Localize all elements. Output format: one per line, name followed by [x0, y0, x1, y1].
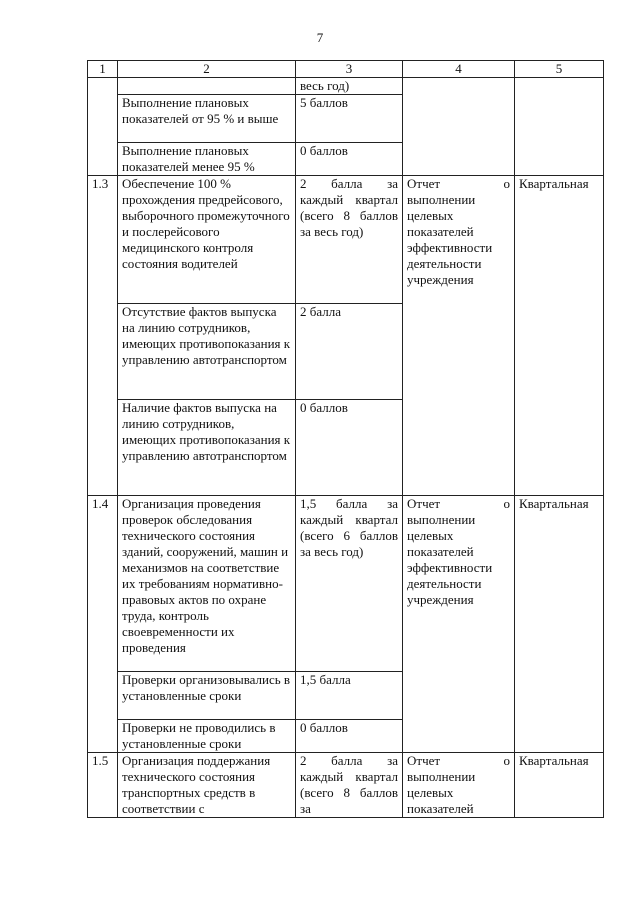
page-number: 7: [316, 30, 324, 45]
score-cell: 2 балла: [296, 304, 403, 400]
score-cell: 0 баллов: [296, 143, 403, 176]
score-cell: 0 баллов: [296, 720, 403, 753]
table-row: [88, 753, 604, 818]
criterion-cell: Отсутствие фактов выпуска на линию сотрудников, имеющих противопоказания к управлению автотранспортом: [118, 304, 296, 400]
report-cell: Отчет о выполнении целевых показателей: [403, 753, 515, 818]
table-row: [88, 78, 604, 95]
num-cell: 1.3: [88, 176, 118, 496]
num-cell: [88, 78, 118, 176]
column-header: 1: [88, 61, 118, 78]
column-header: 4: [403, 61, 515, 78]
score-cell: 5 баллов: [296, 95, 403, 143]
criterion-cell: Проверки не проводились в установленные сроки: [118, 720, 296, 753]
criterion-cell: Организация проведения проверок обследования технического состояния зданий, сооружений, машин и механизмов на соответствие их требованиям нормативно-правовых актов по охране труда, контроль своевременности их проведения: [118, 496, 296, 672]
column-header: 2: [118, 61, 296, 78]
criterion-cell: Наличие фактов выпуска на линию сотрудников, имеющих противопоказания к управлению автотранспортом: [118, 400, 296, 496]
table-row: [88, 176, 604, 304]
num-cell: 1.4: [88, 496, 118, 753]
column-header: 3: [296, 61, 403, 78]
criterion-cell: Организация поддержания технического состояния транспортных средств в соответствии с: [118, 753, 296, 818]
criterion-cell: Проверки организовывались в установленные сроки: [118, 672, 296, 720]
frequency-cell: Квартальная: [515, 753, 604, 818]
frequency-cell: Квартальная: [515, 496, 604, 753]
table-row: [88, 496, 604, 672]
frequency-cell: Квартальная: [515, 176, 604, 496]
table-header-row: [88, 61, 604, 78]
num-cell: 1.5: [88, 753, 118, 818]
criterion-cell: [118, 78, 296, 95]
frequency-cell: [515, 78, 604, 176]
criteria-table: [87, 60, 604, 818]
score-cell: 2 балла за каждый квартал (всего 8 баллов за весь год): [296, 176, 403, 304]
report-cell: Отчет о выполнении целевых показателей эффективности деятельности учреждения: [403, 496, 515, 753]
score-cell: 2 балла за каждый квартал (всего 8 баллов за: [296, 753, 403, 818]
score-cell: 1,5 балла: [296, 672, 403, 720]
report-cell: Отчет о выполнении целевых показателей эффективности деятельности учреждения: [403, 176, 515, 496]
report-cell: [403, 78, 515, 176]
criterion-cell: Выполнение плановых показателей от 95 % и выше: [118, 95, 296, 143]
criterion-cell: Выполнение плановых показателей менее 95 %: [118, 143, 296, 176]
column-header: 5: [515, 61, 604, 78]
score-cell: 1,5 балла за каждый квартал (всего 6 баллов за весь год): [296, 496, 403, 672]
score-cell: весь год): [296, 78, 403, 95]
criterion-cell: Обеспечение 100 % прохождения предрейсового, выборочного промежуточного и послерейсового медицинского контроля состояния водителей: [118, 176, 296, 304]
score-cell: 0 баллов: [296, 400, 403, 496]
